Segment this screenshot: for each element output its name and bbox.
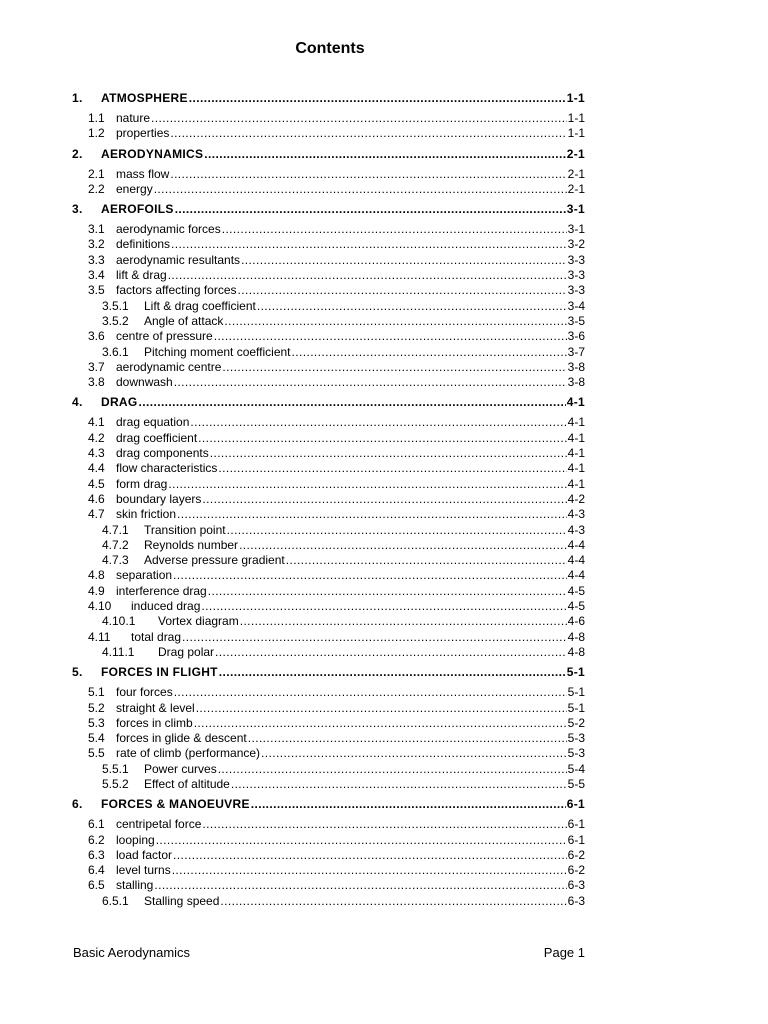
toc-entry-page: 4-6: [567, 614, 585, 629]
toc-entry-number: 3.6.1: [102, 344, 129, 359]
toc-entry-label: AEROFOILS: [101, 202, 174, 217]
dot-leader: [198, 431, 566, 446]
toc-entry-label: drag coefficient: [116, 430, 198, 445]
toc-entry-label: boundary layers: [116, 491, 202, 506]
toc-entry-page: 2-1: [567, 181, 585, 196]
dot-leader: [261, 746, 567, 761]
dot-leader: [215, 645, 567, 660]
toc-section-entry[interactable]: [72, 662, 585, 682]
toc-entry-number: 4.9: [88, 583, 105, 598]
toc-entry-number: 4.11.1: [102, 644, 135, 659]
toc-entry-number: 4.6: [88, 491, 105, 506]
toc-subsection-entry[interactable]: [72, 167, 585, 182]
toc-subsection-entry[interactable]: [72, 507, 585, 522]
dot-leader: [251, 794, 566, 814]
toc-entry-page: 4-1: [567, 446, 585, 461]
toc-entry-page: 3-2: [567, 237, 585, 252]
toc-entry-label: stalling: [116, 878, 154, 893]
toc-entry-page: 1-1: [567, 111, 585, 125]
toc-entry-label: flow characteristics: [116, 461, 218, 476]
toc-subsection-entry[interactable]: [72, 685, 585, 700]
toc-entry-number: 1.2: [88, 126, 105, 141]
toc-entry-page: 6-2: [567, 863, 585, 878]
toc-entry-label: Vortex diagram: [158, 614, 239, 629]
toc-entry-label: Stalling speed: [144, 893, 220, 908]
toc-entry-page: 6-2: [567, 847, 585, 862]
toc-entry-page: 2-1: [567, 166, 585, 181]
toc-subsection-entry[interactable]: [72, 492, 585, 507]
toc-subsection-entry[interactable]: [72, 584, 585, 599]
toc-entry-label: separation: [116, 568, 173, 583]
toc-entry-number: 5.5.2: [102, 776, 129, 791]
toc-entry-label: properties: [116, 126, 170, 141]
dot-leader: [222, 360, 566, 375]
toc-entry-number: 6.3: [88, 847, 105, 862]
page-title: Contents: [295, 40, 365, 57]
toc-subsection-entry[interactable]: [72, 431, 585, 446]
toc-subsubsection-entry[interactable]: [72, 553, 585, 568]
toc-entry-label: total drag: [131, 629, 182, 644]
dot-leader: [202, 492, 566, 507]
dot-leader: [154, 182, 567, 197]
toc-subsection-entry[interactable]: [72, 716, 585, 731]
toc-entry-page: 5-1: [566, 665, 585, 680]
toc-entry-page: 3-1: [567, 222, 585, 237]
toc-entry-page: 3-7: [567, 344, 585, 359]
toc-entry-label: Adverse pressure gradient: [144, 553, 285, 568]
footer-document-title: Basic Aerodynamics: [73, 945, 191, 960]
toc-entry-label: FORCES & MANOEUVRE: [101, 797, 250, 812]
dot-leader: [196, 701, 567, 716]
toc-entry-page: 6-1: [567, 817, 585, 832]
footer-page-number: Page 1: [543, 945, 585, 960]
toc-entry-label: rate of climb (performance): [116, 746, 261, 761]
toc-entry-label: Pitching moment coefficient: [144, 344, 291, 359]
toc-subsubsection-entry[interactable]: [72, 777, 585, 792]
toc-entry-page: 6-3: [567, 893, 585, 908]
toc-entry-page: 4-4: [567, 537, 585, 552]
toc-subsubsection-entry[interactable]: [72, 614, 585, 629]
toc-entry-page: 5-1: [567, 700, 585, 715]
toc-entry-page: 6-3: [567, 878, 585, 893]
toc-entry-label: Power curves: [144, 761, 217, 776]
toc-entry-label: AERODYNAMICS: [101, 146, 204, 161]
dot-leader: [231, 777, 567, 792]
toc-entry-label: four forces: [116, 685, 173, 700]
toc-entry-number: 2.2: [88, 181, 105, 196]
dot-leader: [172, 863, 567, 878]
toc-entry-label: Effect of altitude: [144, 776, 230, 791]
toc-entry-number: 5.3: [88, 715, 105, 730]
toc-entry-page: 3-6: [567, 329, 585, 344]
toc-entry-label: form drag: [116, 476, 168, 491]
toc-entry-page: 4-3: [567, 522, 585, 537]
dot-leader: [240, 614, 567, 629]
toc-entry-label: Drag polar: [158, 644, 215, 659]
toc-entry-page: 3-8: [567, 359, 585, 374]
dot-leader: [210, 446, 567, 461]
toc-entry-number: 5.5: [88, 746, 105, 761]
toc-entry-label: Reynolds number: [144, 537, 239, 552]
dot-leader: [238, 283, 567, 298]
toc-entry-label: downwash: [116, 375, 173, 390]
toc-entry-label: Angle of attack: [144, 313, 224, 328]
dot-leader: [174, 685, 567, 700]
toc-subsubsection-entry[interactable]: [72, 299, 585, 314]
toc-entry-number: 6.5.1: [102, 893, 129, 908]
toc-entry-number: 1.1: [88, 111, 105, 125]
dot-leader: [248, 731, 567, 746]
toc-entry-label: induced drag: [131, 599, 201, 614]
toc-entry-page: 6-1: [566, 797, 585, 812]
dot-leader: [173, 568, 567, 583]
toc-subsection-entry[interactable]: [72, 833, 585, 848]
dot-leader: [156, 833, 567, 848]
dot-leader: [170, 126, 566, 141]
dot-leader: [168, 477, 566, 492]
toc-subsection-entry[interactable]: [72, 253, 585, 268]
toc-entry-page: 3-1: [566, 202, 585, 217]
toc-subsection-entry[interactable]: [72, 182, 585, 197]
dot-leader: [194, 716, 567, 731]
dot-leader: [139, 392, 566, 412]
toc-entry-label: forces in glide & descent: [116, 731, 247, 746]
toc-entry-label: looping: [116, 832, 155, 847]
toc-entry-number: 3.: [72, 202, 83, 217]
dot-leader: [151, 111, 567, 126]
toc-section-entry[interactable]: [72, 392, 585, 412]
toc-entry-label: FORCES IN FLIGHT: [101, 665, 218, 680]
toc-entry-label: drag components: [116, 446, 209, 461]
toc-entry-page: 6-1: [567, 832, 585, 847]
toc-entry-number: 3.8: [88, 375, 105, 390]
toc-entry-page: 5-3: [567, 731, 585, 746]
toc-subsection-entry[interactable]: [72, 461, 585, 476]
toc-entry-number: 4.3: [88, 446, 105, 461]
toc-entry-number: 3.5.1: [102, 298, 129, 313]
toc-entry-number: 4.8: [88, 568, 105, 583]
toc-subsection-entry[interactable]: [72, 848, 585, 863]
toc-subsection-entry[interactable]: [72, 222, 585, 237]
toc-entry-page: 4-5: [567, 599, 585, 614]
dot-leader: [224, 314, 566, 329]
toc-entry-page: 4-1: [567, 415, 585, 430]
toc-entry-number: 6.2: [88, 832, 105, 847]
toc-entry-number: 6.: [72, 797, 83, 812]
toc-subsubsection-entry[interactable]: [72, 894, 585, 909]
toc-subsection-entry[interactable]: [72, 599, 585, 614]
toc-entry-label: skin friction: [116, 507, 177, 522]
toc-entry-number: 5.2: [88, 700, 105, 715]
toc-subsection-entry[interactable]: [72, 701, 585, 716]
toc-entry-number: 4.: [72, 395, 83, 410]
toc-entry-page: 1-1: [566, 91, 585, 105]
dot-leader: [218, 461, 566, 476]
toc-entry-page: 4-1: [567, 476, 585, 491]
dot-leader: [219, 662, 566, 682]
toc-entry-page: 4-8: [567, 644, 585, 659]
toc-subsubsection-entry[interactable]: [72, 538, 585, 553]
dot-leader: [214, 329, 567, 344]
toc-entry-page: 4-4: [567, 568, 585, 583]
toc-entry-number: 5.1: [88, 685, 105, 700]
toc-entry-page: 4-1: [567, 461, 585, 476]
toc-entry-label: ATMOSPHERE: [101, 91, 188, 105]
toc-entry-number: 3.3: [88, 252, 105, 267]
dot-leader: [202, 817, 566, 832]
toc-entry-page: 2-1: [566, 146, 585, 161]
toc-subsection-entry[interactable]: [72, 446, 585, 461]
toc-entry-number: 4.7.3: [102, 553, 129, 568]
toc-subsection-entry[interactable]: [72, 111, 585, 126]
toc-entry-page: 4-4: [567, 553, 585, 568]
dot-leader: [220, 894, 566, 909]
dot-leader: [241, 253, 567, 268]
toc-entry-label: level turns: [116, 863, 171, 878]
toc-entry-label: aerodynamic centre: [116, 359, 222, 374]
toc-subsection-entry[interactable]: [72, 237, 585, 252]
toc-entry-number: 2.: [72, 146, 83, 161]
dot-leader: [208, 584, 567, 599]
toc-subsection-entry[interactable]: [72, 415, 585, 430]
toc-entry-number: 4.7.1: [102, 522, 129, 537]
toc-entry-label: load factor: [116, 847, 173, 862]
toc-entry-number: 4.7: [88, 507, 105, 522]
toc-entry-page: 3-3: [567, 268, 585, 283]
toc-entry-label: aerodynamic forces: [116, 222, 221, 237]
dot-leader: [174, 375, 567, 390]
toc-subsection-entry[interactable]: [72, 568, 585, 583]
toc-entry-number: 4.5: [88, 476, 105, 491]
toc-entry-number: 4.7.2: [102, 537, 129, 552]
toc-subsubsection-entry[interactable]: [72, 314, 585, 329]
toc-subsection-entry[interactable]: [72, 863, 585, 878]
toc-entry-number: 4.1: [88, 415, 105, 430]
dot-leader: [222, 222, 567, 237]
toc-entry-page: 5-3: [567, 746, 585, 761]
toc-entry-number: 3.5.2: [102, 313, 129, 328]
toc-entry-number: 4.2: [88, 430, 105, 445]
toc-entry-number: 5.5.1: [102, 761, 129, 776]
dot-leader: [177, 507, 567, 522]
toc-subsection-entry[interactable]: [72, 477, 585, 492]
toc-section-entry[interactable]: [72, 794, 585, 814]
toc-entry-number: 2.1: [88, 166, 105, 181]
toc-entry-number: 3.7: [88, 359, 105, 374]
toc-entry-label: DRAG: [101, 395, 138, 410]
toc-subsection-entry[interactable]: [72, 329, 585, 344]
dot-leader: [189, 88, 566, 108]
toc-subsection-entry[interactable]: [72, 746, 585, 761]
toc-entry-page: 4-1: [566, 395, 585, 410]
dot-leader: [154, 878, 566, 893]
dot-leader: [204, 144, 565, 164]
dot-leader: [292, 345, 567, 360]
toc-subsection-entry[interactable]: [72, 360, 585, 375]
toc-entry-number: 6.5: [88, 878, 105, 893]
table-of-contents: [72, 88, 585, 909]
dot-leader: [257, 299, 567, 314]
toc-entry-label: lift & drag: [116, 268, 167, 283]
toc-entry-page: 1-1: [567, 126, 585, 141]
toc-entry-page: 5-5: [567, 776, 585, 791]
toc-entry-number: 4.4: [88, 461, 105, 476]
dot-leader: [168, 268, 567, 283]
toc-subsection-entry[interactable]: [72, 731, 585, 746]
toc-entry-number: 6.1: [88, 817, 105, 832]
toc-entry-label: centripetal force: [116, 817, 202, 832]
dot-leader: [182, 630, 567, 645]
dot-leader: [218, 762, 567, 777]
toc-entry-number: 3.6: [88, 329, 105, 344]
dot-leader: [239, 538, 567, 553]
toc-subsection-entry[interactable]: [72, 126, 585, 141]
toc-subsubsection-entry[interactable]: [72, 645, 585, 660]
dot-leader: [201, 599, 566, 614]
page-footer: [73, 945, 585, 960]
toc-entry-label: mass flow: [116, 166, 170, 181]
toc-subsubsection-entry[interactable]: [72, 762, 585, 777]
toc-entry-label: centre of pressure: [116, 329, 213, 344]
toc-entry-label: interference drag: [116, 583, 207, 598]
toc-subsubsection-entry[interactable]: [72, 345, 585, 360]
toc-subsection-entry[interactable]: [72, 630, 585, 645]
toc-entry-number: 5.4: [88, 731, 105, 746]
toc-entry-page: 3-4: [567, 298, 585, 313]
toc-subsection-entry[interactable]: [72, 268, 585, 283]
toc-entry-number: 3.1: [88, 222, 105, 237]
toc-entry-page: 4-5: [567, 583, 585, 598]
toc-entry-label: energy: [116, 181, 153, 196]
dot-leader: [170, 167, 566, 182]
toc-subsection-entry[interactable]: [72, 375, 585, 390]
toc-entry-number: 3.4: [88, 268, 105, 283]
toc-entry-number: 6.4: [88, 863, 105, 878]
toc-entry-page: 4-1: [567, 430, 585, 445]
toc-entry-page: 3-3: [567, 283, 585, 298]
dot-leader: [286, 553, 567, 568]
toc-entry-page: 5-1: [567, 685, 585, 700]
toc-entry-label: aerodynamic resultants: [116, 252, 241, 267]
toc-entry-label: definitions: [116, 237, 171, 252]
toc-entry-page: 4-2: [567, 491, 585, 506]
toc-section-entry[interactable]: [72, 88, 585, 108]
toc-entry-page: 3-5: [567, 313, 585, 328]
toc-entry-label: straight & level: [116, 700, 195, 715]
toc-entry-page: 3-8: [567, 375, 585, 390]
toc-entry-page: 3-3: [567, 252, 585, 267]
toc-entry-number: 3.5: [88, 283, 105, 298]
toc-entry-number: 1.: [72, 91, 83, 105]
toc-subsubsection-entry[interactable]: [72, 523, 585, 538]
dot-leader: [227, 523, 567, 538]
toc-entry-label: factors affecting forces: [116, 283, 237, 298]
dot-leader: [171, 237, 567, 252]
toc-subsection-entry[interactable]: [72, 878, 585, 893]
toc-entry-page: 4-3: [567, 507, 585, 522]
dot-leader: [175, 199, 566, 219]
toc-subsection-entry[interactable]: [72, 817, 585, 832]
toc-entry-page: 4-8: [567, 629, 585, 644]
toc-entry-label: Lift & drag coefficient: [144, 298, 256, 313]
toc-entry-number: 5.: [72, 665, 83, 680]
dot-leader: [173, 848, 567, 863]
toc-entry-page: 5-4: [567, 761, 585, 776]
toc-entry-number: 4.10: [88, 599, 112, 614]
toc-subsection-entry[interactable]: [72, 283, 585, 298]
toc-entry-label: drag equation: [116, 415, 190, 430]
toc-section-entry[interactable]: [72, 199, 585, 219]
toc-section-entry[interactable]: [72, 144, 585, 164]
dot-leader: [190, 415, 566, 430]
toc-entry-label: Transition point: [144, 522, 226, 537]
toc-entry-number: 4.10.1: [102, 614, 136, 629]
toc-entry-label: nature: [116, 111, 151, 125]
toc-entry-number: 4.11: [88, 629, 111, 644]
toc-entry-number: 3.2: [88, 237, 105, 252]
toc-entry-page: 5-2: [567, 715, 585, 730]
toc-entry-label: forces in climb: [116, 715, 193, 730]
